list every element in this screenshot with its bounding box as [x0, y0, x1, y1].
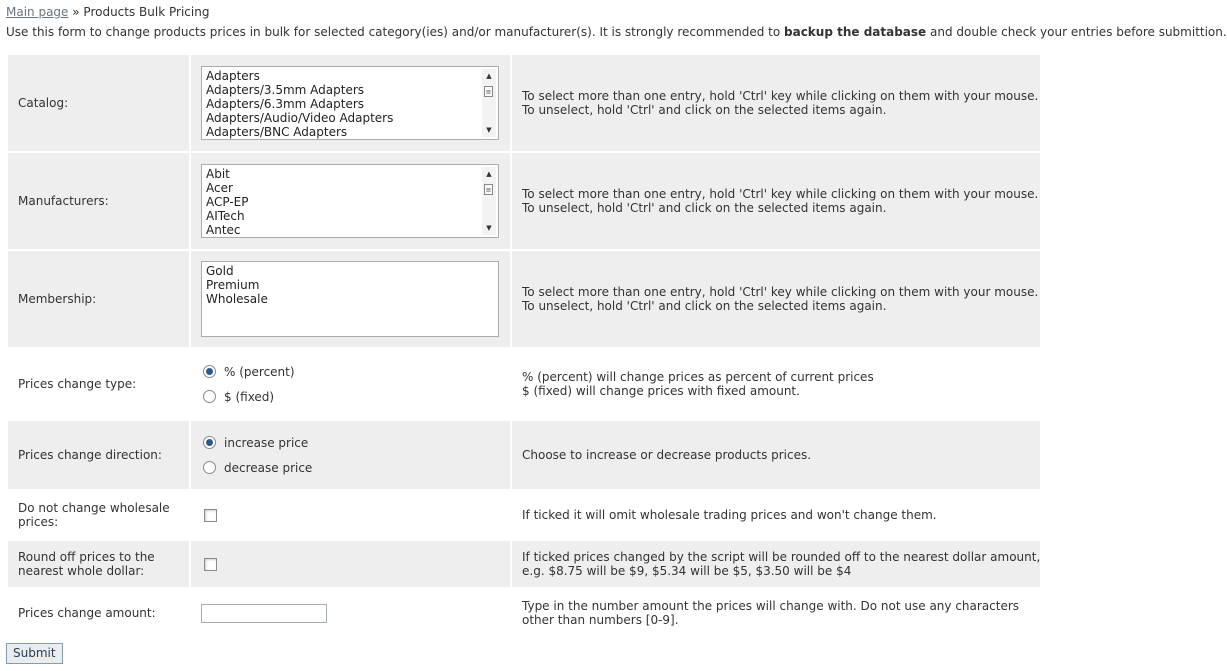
round-off-field: [191, 541, 510, 587]
catalog-option[interactable]: Adapters/BNC Adapters: [206, 125, 348, 139]
amount-row: [8, 589, 1040, 637]
catalog-select[interactable]: [201, 66, 499, 140]
wholesale-help: [512, 491, 1040, 539]
radio-fixed-label[interactable]: $ (fixed): [224, 389, 275, 404]
amount-label: Prices change amount:: [8, 589, 189, 637]
radio-fixed-button[interactable]: [203, 390, 216, 403]
intro-after: and double check your entries before submittion.: [926, 25, 1227, 39]
help-line: If ticked prices changed by the script will be rounded off to the nearest dollar amount,: [522, 550, 1041, 564]
help-line: $ (fixed) will change prices with fixed amount.: [522, 384, 800, 398]
breadcrumb-current: Products Bulk Pricing: [83, 5, 210, 19]
membership-option[interactable]: Premium: [206, 278, 260, 292]
help-line: Choose to increase or decrease products prices.: [522, 448, 812, 462]
catalog-option[interactable]: Adapters/3.5mm Adapters: [206, 83, 365, 97]
submit-button[interactable]: Submit: [6, 643, 63, 664]
change-direction-row: [8, 421, 1040, 489]
radio-percent-button[interactable]: [203, 365, 216, 378]
scroll-down-icon[interactable]: ▼: [486, 224, 492, 232]
intro-before: Use this form to change products prices in bulk for selected category(ies) and/or manufacturer(s). It is strongly recommended to: [6, 25, 784, 39]
help-line: % (percent) will change prices as percent of current prices: [522, 370, 874, 384]
manufacturer-option[interactable]: Antec: [206, 223, 241, 237]
intro-text: [6, 25, 1227, 39]
change-type-help: [512, 349, 1040, 419]
scroll-down-icon[interactable]: ▼: [486, 126, 492, 134]
scroll-up-icon[interactable]: ▲: [486, 72, 492, 80]
change-direction-help: [512, 421, 1040, 489]
manufacturers-scrollbar[interactable]: [482, 167, 496, 235]
wholesale-label-line: Do not change wholesale: [18, 501, 170, 515]
catalog-option[interactable]: Adapters: [206, 69, 260, 83]
manufacturers-label: Manufacturers:: [8, 153, 189, 249]
intro-bold: backup the database: [784, 25, 927, 39]
amount-input[interactable]: [201, 604, 327, 623]
catalog-row: [8, 55, 1040, 151]
change-type-label: Prices change type:: [8, 349, 189, 419]
membership-option[interactable]: Gold: [206, 264, 234, 278]
catalog-label: Catalog:: [8, 55, 189, 151]
radio-decrease-button[interactable]: [203, 461, 216, 474]
radio-increase[interactable]: [201, 430, 510, 455]
catalog-field: [191, 55, 510, 151]
amount-field: [191, 589, 510, 637]
change-direction-field: [191, 421, 510, 489]
membership-field: [191, 251, 510, 347]
membership-row: [8, 251, 1040, 347]
help-line: To select more than one entry, hold 'Ctrl' key while clicking on them with your mouse.: [522, 89, 1039, 103]
help-line: If ticked it will omit wholesale trading prices and won't change them.: [522, 508, 937, 522]
round-off-checkbox[interactable]: [204, 558, 217, 571]
manufacturer-option[interactable]: Abit: [206, 167, 230, 181]
manufacturers-help: [512, 153, 1040, 249]
manufacturers-field: [191, 153, 510, 249]
manufacturer-option[interactable]: AITech: [206, 209, 245, 223]
catalog-scrollbar[interactable]: [482, 69, 496, 137]
help-line: To unselect, hold 'Ctrl' and click on the selected items again.: [522, 299, 887, 313]
wholesale-label-line: prices:: [18, 515, 59, 529]
catalog-help: [512, 55, 1040, 151]
catalog-option[interactable]: Adapters/Audio/Video Adapters: [206, 111, 394, 125]
change-type-field: [191, 349, 510, 419]
radio-percent-label[interactable]: % (percent): [224, 364, 295, 379]
breadcrumb-separator: »: [68, 5, 84, 19]
manufacturer-option[interactable]: Acer: [206, 181, 233, 195]
help-line: To unselect, hold 'Ctrl' and click on the selected items again.: [522, 103, 887, 117]
scroll-thumb[interactable]: ≡: [485, 186, 492, 194]
wholesale-label: [8, 491, 189, 539]
membership-option[interactable]: Wholesale: [206, 292, 268, 306]
round-off-label: [8, 541, 189, 587]
round-off-label-line: Round off prices to the: [18, 550, 155, 564]
change-type-row: [8, 349, 1040, 419]
scroll-up-icon[interactable]: ▲: [486, 170, 492, 178]
manufacturers-row: [8, 153, 1040, 249]
main-page-link[interactable]: Main page: [6, 5, 69, 19]
radio-decrease-label[interactable]: decrease price: [224, 460, 313, 475]
wholesale-row: [8, 491, 1040, 539]
wholesale-field: [191, 491, 510, 539]
catalog-option[interactable]: Adapters/6.3mm Adapters: [206, 97, 365, 111]
membership-help: [512, 251, 1040, 347]
radio-decrease[interactable]: [201, 455, 510, 480]
manufacturers-select[interactable]: [201, 164, 499, 238]
membership-select[interactable]: [201, 261, 499, 337]
help-line: Type in the number amount the prices will change with. Do not use any characters: [522, 599, 1020, 613]
round-off-row: [8, 541, 1040, 587]
help-line: other than numbers [0-9].: [522, 613, 679, 627]
help-line: To unselect, hold 'Ctrl' and click on the selected items again.: [522, 201, 887, 215]
radio-fixed[interactable]: [201, 384, 510, 409]
round-off-label-line: nearest whole dollar:: [18, 564, 145, 578]
amount-help: [512, 589, 1040, 637]
radio-percent[interactable]: [201, 359, 510, 384]
wholesale-checkbox[interactable]: [204, 509, 217, 522]
radio-increase-button[interactable]: [203, 436, 216, 449]
change-direction-label: Prices change direction:: [8, 421, 189, 489]
manufacturer-option[interactable]: ACP-EP: [206, 195, 249, 209]
round-off-help: [512, 541, 1040, 587]
radio-increase-label[interactable]: increase price: [224, 435, 309, 450]
membership-label: Membership:: [8, 251, 189, 347]
help-line: To select more than one entry, hold 'Ctrl' key while clicking on them with your mouse.: [522, 187, 1039, 201]
bulk-pricing-form: [6, 53, 1042, 639]
help-line: e.g. $8.75 will be $9, $5.34 will be $5, $3.50 will be $4: [522, 564, 852, 578]
scroll-thumb[interactable]: ≡: [485, 88, 492, 96]
help-line: To select more than one entry, hold 'Ctrl' key while clicking on them with your mouse.: [522, 285, 1039, 299]
breadcrumb: [6, 5, 209, 19]
